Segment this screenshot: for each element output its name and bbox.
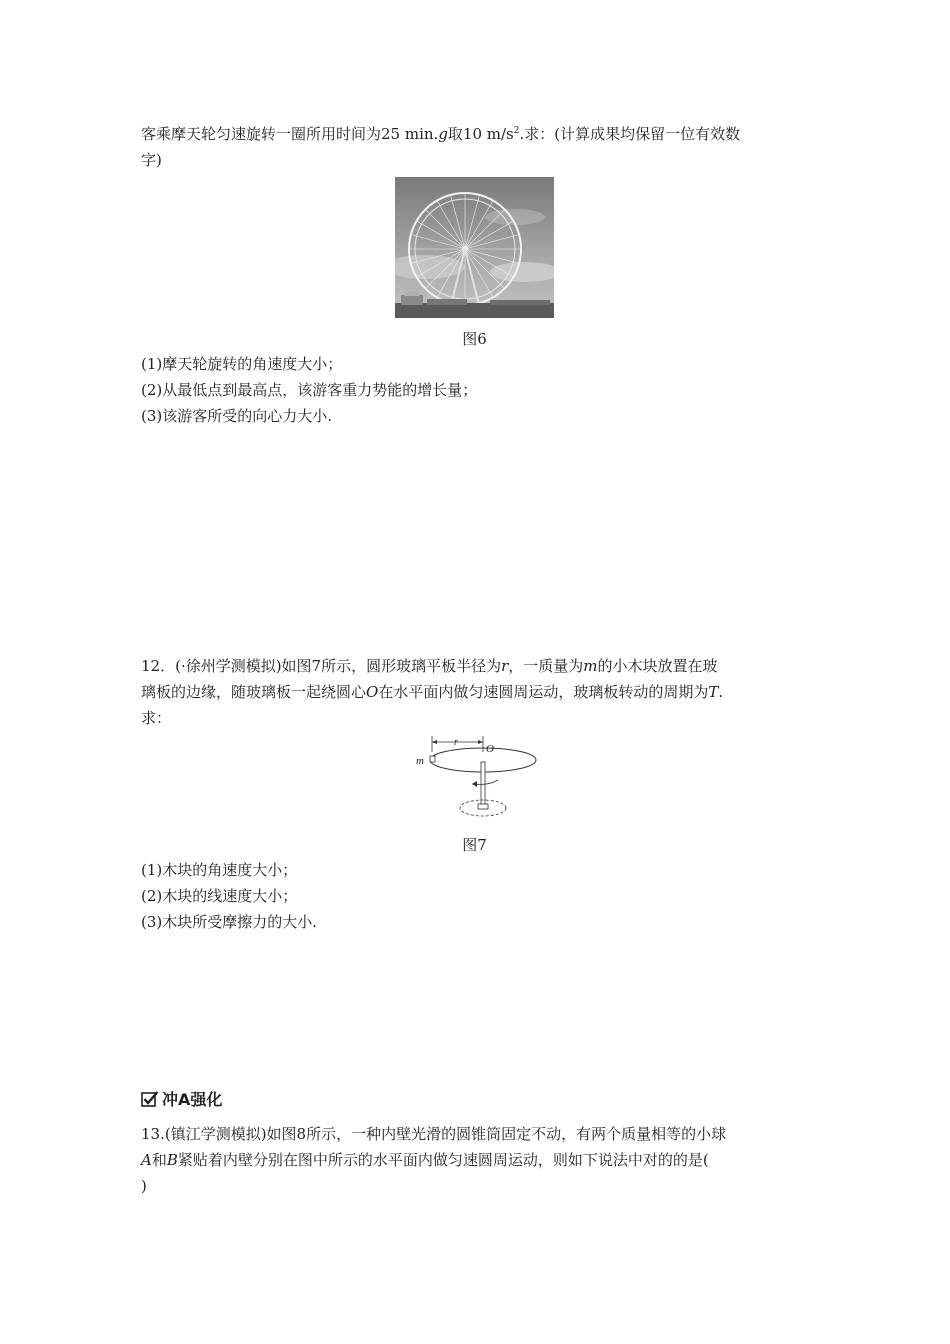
q11-intro-line1: 客乘摩天轮匀速旋转一圈所用时间为25 min.g取10 $m/s^2$.求：(计算成果均保留一位有效数	[141, 125, 741, 143]
q12-part-2: (2)木块的线速度大小；	[141, 887, 298, 905]
center-label: O	[486, 743, 494, 755]
mass-label: m	[416, 755, 424, 767]
glass-plate-diagram	[410, 734, 540, 824]
checkbox-check-icon	[141, 1090, 159, 1108]
wood-block	[430, 756, 435, 762]
q12-part-1: (1)木块的角速度大小；	[141, 861, 298, 879]
q11-part-2: (2)从最低点到最高点，该游客重力势能的增长量；	[141, 381, 478, 399]
figure-7-caption: 图7	[462, 836, 487, 854]
q13-line3: )	[141, 1177, 147, 1195]
q12-line1: 12．(·徐州学测模拟)如图7所示，圆形玻璃平板半径为r，一质量为m的小木块放置在玻	[141, 657, 718, 675]
q12-part-3: (3)木块所受摩擦力的大小.	[141, 913, 318, 931]
q11-part-3: (3)该游客所受的向心力大小.	[141, 407, 333, 425]
q11-part-1: (1)摩天轮旋转的角速度大小；	[141, 355, 343, 373]
q13-line1: 13.(镇江学测模拟)如图8所示，一种内壁光滑的圆锥筒固定不动，有两个质量相等的小球	[141, 1125, 727, 1143]
section-title: 冲A强化	[162, 1090, 223, 1109]
q13-line2: A和B紧贴着内壁分别在图中所示的水平面内做匀速圆周运动，则如下说法中对的的是(	[141, 1151, 709, 1169]
ferris-wheel-photo	[395, 177, 554, 318]
q11-intro-line2: 字)	[141, 151, 162, 169]
figure-6-caption: 图6	[462, 330, 487, 348]
q12-line3: 求：	[141, 709, 172, 727]
radius-label: r	[454, 737, 458, 748]
section-heading	[141, 1087, 222, 1110]
q12-line2: 璃板的边缘，随玻璃板一起绕圆心O在水平面内做匀速圆周运动，玻璃板转动的周期为T.	[141, 683, 724, 701]
